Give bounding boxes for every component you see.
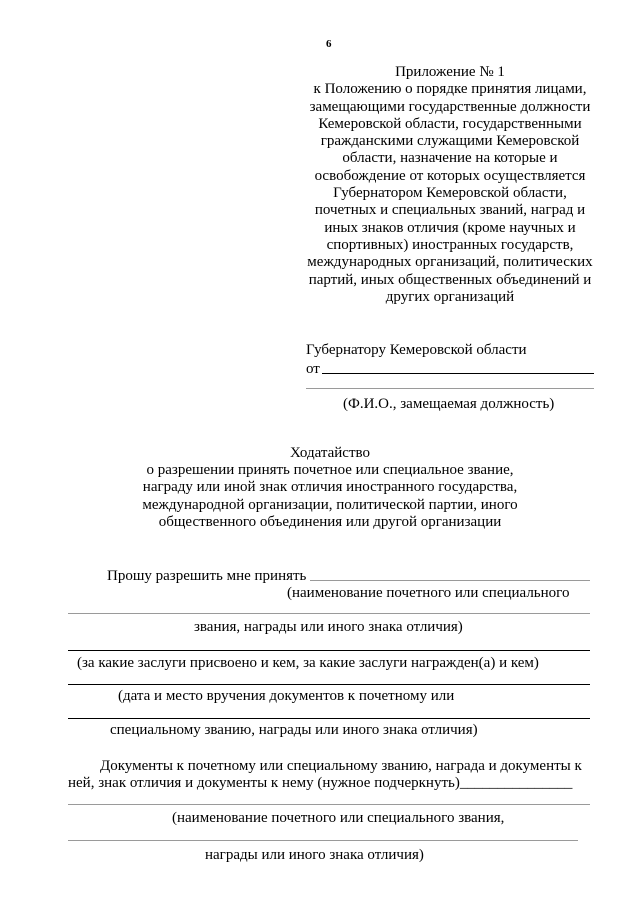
- appendix-line: других организаций: [385, 288, 515, 305]
- page-number: 6: [326, 38, 332, 50]
- addressee-to: Губернатору Кемеровской области: [306, 342, 527, 358]
- appendix-line: иных знаков отличия (кроме научных и: [324, 219, 576, 236]
- input-line[interactable]: [68, 684, 590, 685]
- appendix-line: почетных и специальных званий, наград и: [314, 202, 586, 219]
- appendix-line: гражданскими служащими Кемеровской: [320, 133, 580, 150]
- field-hint: специальному званию, награды или иного знака отличия): [110, 722, 478, 738]
- documents-text: Документы к почетному или специальному званию, награда и документы к: [100, 758, 582, 774]
- appendix-line: к Положению о порядке принятия лицами,: [313, 81, 587, 98]
- appendix-line: Кемеровской области, государственными: [318, 115, 582, 132]
- appendix-line: Губернатором Кемеровской области,: [333, 185, 567, 202]
- document-heading: Ходатайство: [290, 445, 370, 461]
- field-hint: (наименование почетного или специального звания,: [172, 810, 505, 826]
- input-line[interactable]: [68, 840, 578, 841]
- field-hint: (наименование почетного или специального: [287, 585, 570, 601]
- appendix-line: партий, иных общественных объединений и: [308, 271, 592, 288]
- title-line: о разрешении принять почетное или специальное звание,: [146, 462, 514, 478]
- field-hint: награды или иного знака отличия): [205, 847, 424, 863]
- addressee-from-field-2[interactable]: [306, 388, 594, 389]
- documents-text: ней, знак отличия и документы к нему (нужное подчеркнуть)_______________: [68, 775, 573, 791]
- field-hint: (за какие заслуги присвоено и кем, за какие заслуги награжден(а) и кем): [77, 655, 539, 671]
- input-line[interactable]: [68, 718, 590, 719]
- addressee-from-hint: (Ф.И.О., замещаемая должность): [343, 396, 555, 412]
- input-line[interactable]: [68, 804, 590, 805]
- appendix-line: спортивных) иностранных государств,: [326, 236, 574, 253]
- field-hint: (дата и место вручения документов к почетному или: [118, 688, 455, 704]
- appendix-line: Приложение № 1: [395, 64, 505, 80]
- field-hint: звания, награды или иного знака отличия): [194, 619, 463, 635]
- title-line: награду или иной знак отличия иностранного государства,: [142, 479, 518, 495]
- appendix-header: [298, 64, 602, 306]
- input-line[interactable]: [68, 650, 590, 651]
- request-field[interactable]: [310, 580, 590, 581]
- input-line[interactable]: [68, 613, 590, 614]
- request-label: Прошу разрешить мне принять: [107, 568, 307, 584]
- title-line: международной организации, политической партии, иного: [142, 497, 518, 513]
- appendix-line: международных организаций, политических: [307, 254, 593, 271]
- appendix-line: замещающими государственные должности: [309, 98, 591, 115]
- title-line: общественного объединения или другой организации: [158, 514, 502, 530]
- addressee-from-label: от: [306, 361, 320, 377]
- appendix-line: освобождение от которых осуществляется: [314, 167, 586, 184]
- appendix-line: области, назначение на которые и: [342, 150, 558, 167]
- addressee-from-field[interactable]: [322, 373, 594, 374]
